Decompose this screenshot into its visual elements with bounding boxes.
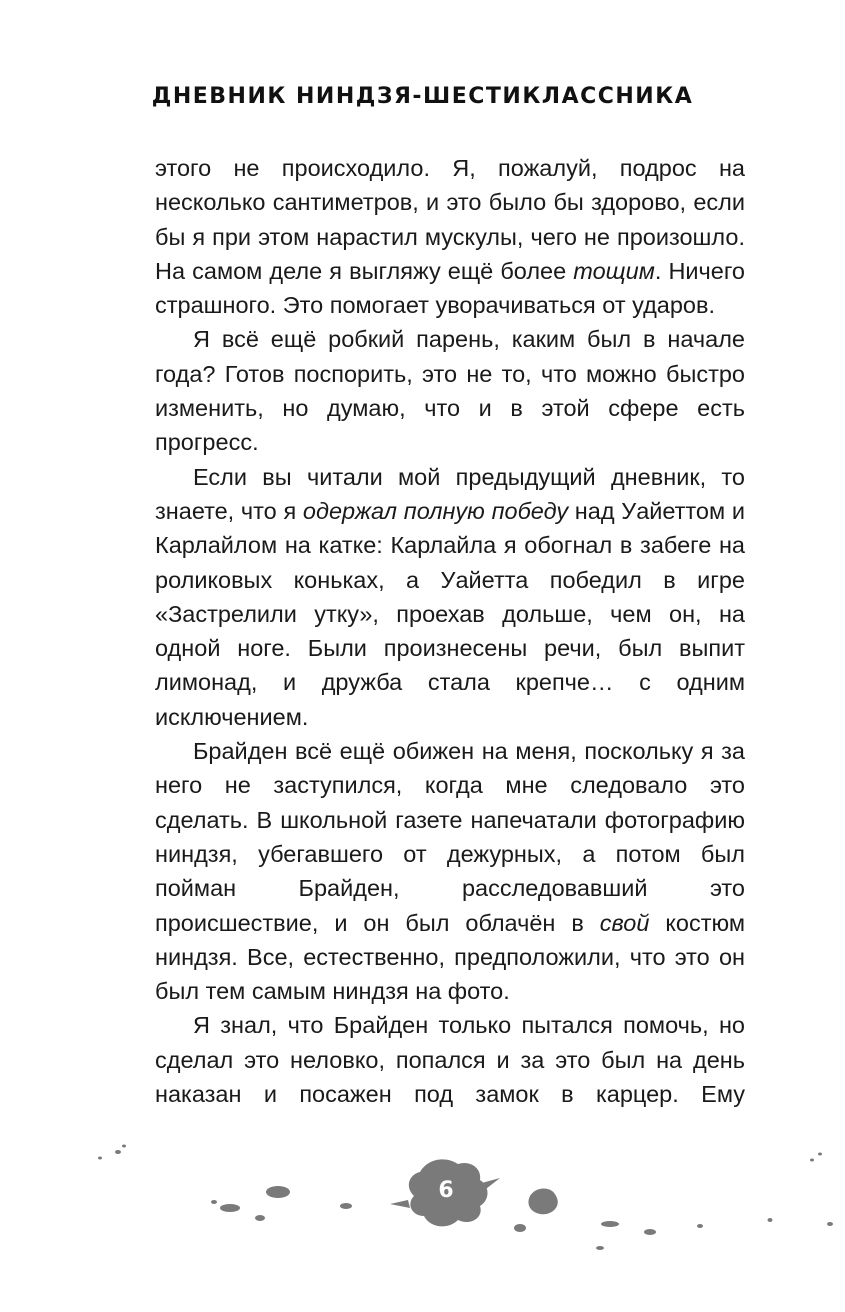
paragraph-5-text: Я знал, что Брайден только пытался помочь, но сделал это неловко, попался и за это был на день наказан и посажен под замок в карцер. Ему xyxy=(155,1012,745,1108)
paragraph-1-text: этого не происходило. Я, пожалуй, подрос на несколько сантиметров, и это было бы здорово, если бы я при этом нарастил мускулы, чего не произошло. На самом деле я выгляжу ещё более xyxy=(155,155,745,284)
page-number: 6 xyxy=(438,1178,454,1203)
paragraph-4-text-end: костюм ниндзя. Все, естественно, предположили, что это он был тем самым ниндзя на фото. xyxy=(155,909,745,1005)
paragraph-4 xyxy=(155,734,745,1008)
paragraph-1 xyxy=(155,151,745,322)
paragraph-3-text: Если вы читали мой предыдущий дневник, то знаете, что я xyxy=(155,463,745,524)
paragraph-3 xyxy=(155,460,745,734)
paragraph-2 xyxy=(155,322,745,459)
paragraph-5 xyxy=(155,1008,745,1111)
running-title: ДНЕВНИК НИНДЗЯ-ШЕСТИКЛАССНИКА xyxy=(151,84,694,109)
paragraph-4-emphasis: свой xyxy=(599,909,650,936)
paragraph-2-text: Я всё ещё робкий парень, каким был в начале года? Готов поспорить, это не то, что можно быстро изменить, но думаю, что и в этой сфере есть прогресс. xyxy=(155,326,745,456)
paragraph-4-text: Брайден всё ещё обижен на меня, поскольку я за него не заступился, когда мне следовало это сделать. В школьной газете напечатали фотографию ниндзя, убегавшего от дежурных, а потом был пойман Брайден, расследовавший это происшествие, и он был облачён в xyxy=(155,738,745,936)
body-text xyxy=(155,151,745,1111)
paragraph-3-emphasis: одержал полную победу xyxy=(302,497,569,524)
paragraph-3-text-end: над Уайеттом и Карлайлом на катке: Карлайла я обогнал в забеге на роликовых коньках, а Уайетта победил в игре «Застрелили утку», проехав дольше, чем он, на одной ноге. Были произнесены речи, был выпит лимонад, и дружба стала крепче… с одним исключением. xyxy=(155,497,745,730)
paragraph-1-text-end: . Ничего страшного. Это помогает уворачиваться от ударов. xyxy=(155,257,745,319)
paragraph-1-emphasis: тощим xyxy=(573,257,655,284)
